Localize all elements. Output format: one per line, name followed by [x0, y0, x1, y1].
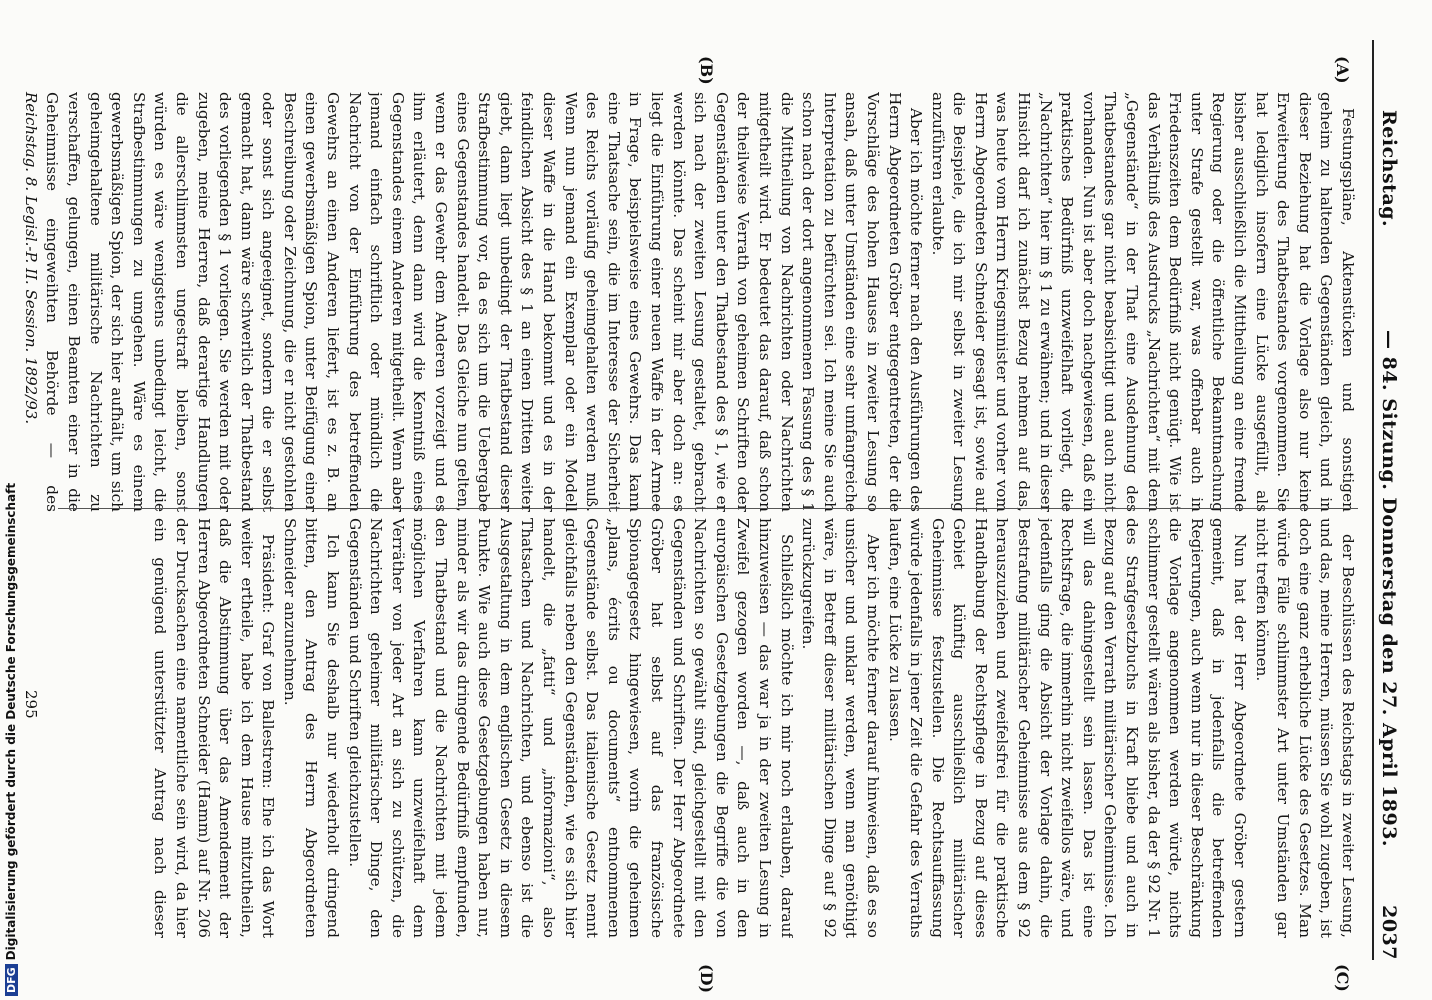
digitization-note [4, 483, 18, 996]
margin-mark-a: (A) [1333, 56, 1352, 84]
header-page-number: 2037 [1378, 905, 1400, 960]
header-publication: Reichstag. [1378, 110, 1400, 228]
margin-mark-b: (B) [697, 56, 716, 85]
digitization-text: Digitalisierung gefördert durch die Deutsche Forschungsgemeinschaft [4, 482, 18, 961]
paragraph: Aber ich möchte ferner darauf hinweisen, daß es so unsicher und unklar werden, wenn man genöthigt wäre, in Betreff dieser militärischen Dinge auf § 92 zurückzugreifen. [799, 518, 882, 938]
paragraph: Ich kann Sie deshalb nur wiederholt dringend bitten, den Antrag des Herrn Abgeordneten Schneider anzunehmen. [280, 518, 343, 938]
paragraph: Schließlich möchte ich mir noch erlauben, darauf hinzuweisen — das war ja in der zweiten Lesung in Zweifel gezogen worden —, daß auch in den europäischen Gesetzgebungen die Begriffe die von Nachrichten so gewählt sind, gleichgestellt mit den Gegenständen und Schriften. Der Herr Abgeordnete Gröber hat selbst auf das französische Spionagegesetz hingewiesen, worin die geheimen „plans, écrits ou documents“ entnommenen Gegenstände selbst. Das italienische Gesetz nennt gleichfalls neben den Gegenständen, wie es sich hier handelt, die „fatti“ und „informazioni“, also Thatsachen und Nachrichten, und ebenso ist die Ausgestaltung in dem englischen Gesetz in diesem Punkte. Wie auch diese Gesetzgebungen haben nur, minder als wir das dringende Bedürfniß empfunden, den Thatbestand und die Nachrichten mit jedem möglichen Verfahren kann unzweifelhaft dem Verräther von jeder Art an sich zu schützen, die Nachrichten geheimer militärischer Dinge, den Gegenständen und Schriften gleichzustellen. [345, 518, 796, 938]
page-header [1372, 40, 1404, 960]
left-column [38, 92, 1358, 512]
paragraph: Aber ich möchte ferner nach den Ausführungen des Herrn Abgeordneten Gröber entgegentreten, der die Vorschläge des hohen Hauses in zweiter Lesung so ansah, daß unter Umständen eine sehr umfangreiche Interpretation zu befürchten sei. Ich meine Sie auch schon nach der dort angenommenen Fassung des § 1 die Mittheilung von Nachrichten oder Nachrichten mitgetheilt wird. Er bedeutet das darauf, daß schon der theilweise Verrath von geheimen Schriften oder Gegenständen unter den Thatbestand des § 1, wie er sich nach der zweiten Lesung gestaltet, gebracht werden könnte. Das scheint mir aber doch an: es liegt die Einführung einer neuen Waffe in der Armee in Frage, beispielsweise eines Gewehrs. Das kann eine Thatsache sein, die im Interesse der Sicherheit des Reichs vorläufig geheimgehalten werden muß. Wenn nun jemand ein Exemplar oder ein Modell dieser Waffe in die Hand bekommt und es in der feindlichen Absicht des § 1 an einen Dritten weiter giebt, dann liegt unbedingt der Thatbestand dieser Strafbestimmung vor, da es sich um die Uebergabe eines Gegenstandes handelt. Das Gleiche nun gelten, wenn er das Gewehr dem Anderen vorzeigt und es ihm erläutert, denn dann wird die Kenntniß eines Gegenstandes einem Anderen mitgetheilt. Wenn aber jemand einfach schriftlich oder mündlich die Nachricht von der Einführung des betreffenden Gewehrs an einen Anderen liefert, ist es z. B. an einen gewerbsmäßigen Spion, unter Beifügung einer Beschreibung oder Zeichnung, die er nicht gestohlen oder sonst sich angeeignet, sondern die er selbst gemacht hat, dann wäre schwerlich der Thatbestand des vorliegenden § 1 vorliegen. Sie werden mit oder zugeben, meine Herren, daß derartige Handlungen die allerschlimmsten ungestraft bleiben, sonst würden es wäre wenigstens unbedingt leicht, die Strafbestimmungen zu umgehen. Wäre es einem gewerbsmäßigen Spion, der sich hier aufhält, um sich geheimgehaltene militärische Nachrichten zu verschaffen, gelungen, einen Beamten einer in die Geheimnisse eingeweihten Behörde — des [43, 92, 926, 512]
right-column [148, 518, 1358, 938]
footer-page-number: 295 [22, 690, 40, 719]
paragraph: Festungspläne, Aktenstücken und sonstigen geheim zu haltenden Gegenständen gleich, und in dieser Beziehung hat die Vorlage also nur keine Erweiterung des Thatbestandes vorgenommen. Sie hat lediglich insofern eine Lücke ausgefüllt, als bisher ausschließlich die Mittheilung an eine fremde Regierung oder die öffentliche Bekanntmachung unter Strafe gestellt war, was offenbar auch in Friedenszeiten dem Bedürfniß nicht genügt. Wie ist das Verhältniß des Ausdrucks „Nachrichten“ mit dem „Gegenstände“ in der That eine Ausdehnung des Thatbestandes gar nicht beabsichtigt und auch nicht vorhanden. Nun ist aber doch nachgewiesen, daß ein praktisches Bedürfniß unzweifelhaft vorliegt, die „Nachrichten“ hier im § 1 zu erwähnen; und in dieser Hinsicht darf ich zunächst Bezug nehmen auf das, was heute vom Herrn Kriegsminister und vorher vom Herrn Abgeordneten Schneider gesagt ist, sowie auf die Beispiele, die ich mir selbst in zweiter Lesung anzuführen erlaubte. [928, 92, 1357, 512]
column-divider [58, 508, 1358, 509]
margin-mark-d: (D) [697, 964, 716, 994]
paragraph: der Beschlüssen des Reichstags in zweiter Lesung, und das, meine Herren, müssen Sie wohl zugeben, ist doch eine ganz erhebliche Lücke des Gesetzes. Man würde Fälle schlimmster Art unter Umständen gar nicht treffen können. [1252, 518, 1357, 938]
header-session-date: — 84. Sitzung. Donnerstag den 27. April 1893. [1378, 330, 1400, 848]
dfg-logo: DFG [5, 964, 18, 996]
margin-mark-c: (C) [1333, 964, 1352, 992]
page-footer: Reichstag. 8. Legisl.-P. II. Session. 1892/93. [22, 92, 40, 425]
paragraph: Nun hat der Herr Abgeordnete Gröber gestern gemeint, daß in jedenfalls die betreffenden Regierungen, auch wenn nur in dieser Beschränkung die Vorlage angenommen werden würde, nichts schlimmer gestellt wären als bisher, da der § 92 Nr. 1 des Strafgesetzbuchs in Kraft bliebe und auch in Bezug auf den Verrath militärischer Geheimnisse. Ich will das dahingestellt sein lassen. Das ist eine Rechtsfrage, die immerhin nicht zweifellos wäre, und jedenfalls ging die Absicht der Vorlage dahin, die Bestrafung militärischer Geheimnisse aus dem § 92 herauszuziehen und zweifelsfrei für die praktische Handhabung der Rechtspflege in Bezug auf dieses Gebiet künftig ausschließlich militärischer Geheimnisse festzustellen. Die Rechtsauffassung würde jedenfalls in jener Zeit die Gefahr des Verraths laufen, eine Lücke zu lassen. [885, 518, 1250, 938]
paragraph: Präsident: Graf von Ballestrem: Ehe ich das Wort weiter ertheile, habe ich dem Hause mitzutheilen, daß die Abstimmung über das Amendement der Herren Abgeordneten Schneider (Hamm) auf Nr. 206 der Drucksachen eine namentliche sein wird, da hier ein genügend unterstützter Antrag nach dieser [151, 518, 278, 938]
